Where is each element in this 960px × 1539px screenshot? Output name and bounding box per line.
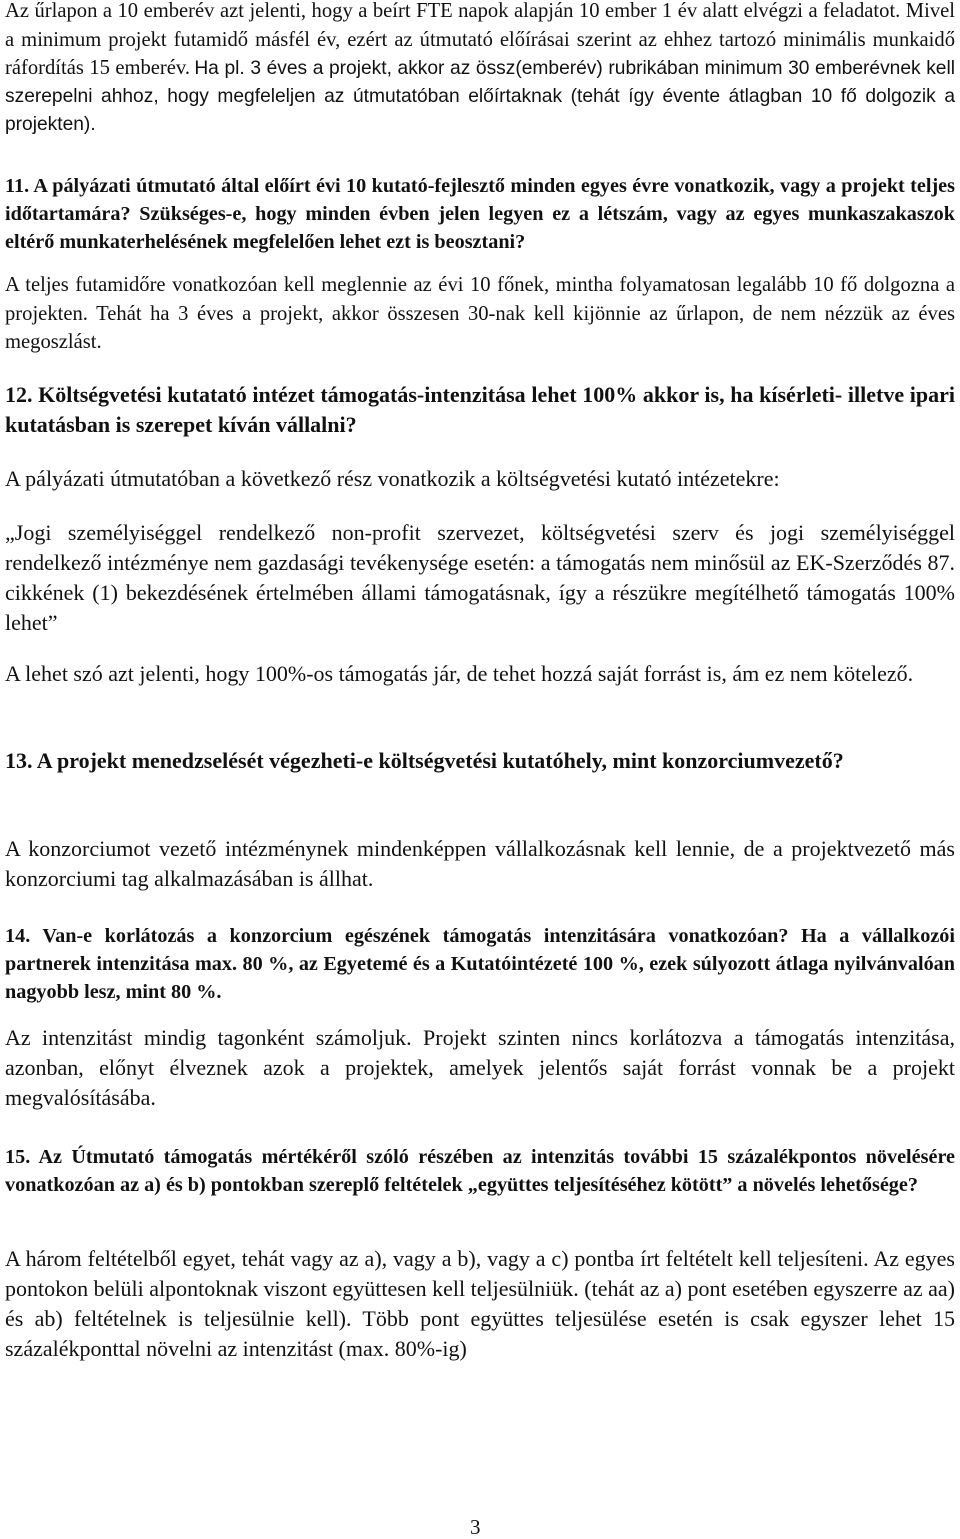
answer-11: A teljes futamidőre vonatkozóan kell meglennie az évi 10 főnek, mintha folyamatosan legalább 10 fő dolgozna a projekten. Tehát ha 3 éves a projekt, akkor összesen 30-nak kell kijönnie az űrlapon, de nem nézzük az éves megoszlást. — [5, 274, 955, 354]
answer-15: A három feltételből egyet, tehát vagy az a), vagy a b), vagy a c) pontba írt feltételt kell teljesíteni. Az egyes pontokon belüli alpontoknak viszont együttesen kell teljesülniük. (tehát az a) pont esetében egyszerre az aa) és ab) feltételnek is teljesülnie kell). Több pont együttes teljesülése esetén is csak egyszer lehet 15 százalékponttal növelni az intenzitást (max. 80%-ig) — [5, 1246, 955, 1361]
question-11: 11. A pályázati útmutató által előírt évi 10 kutató-fejlesztő minden egyes évre vonatkozik, vagy a projekt teljes időtartamára? Szükséges-e, hogy minden évben jelen legyen ez a létszám, vagy az egyes munkaszakaszok eltérő munkaterhelésének megfelelően lehet ezt is beosztani? — [5, 175, 955, 253]
intro-example-text: Ha pl. 3 éves a projekt, akkor az össz(emberév) rubrikában minimum 30 emberévnek kell szerepelni ahhoz, hogy megfeleljen az útmutatóban előírtaknak (tehát így évente átlagban 10 fő dolgozik a projekten). — [5, 58, 956, 136]
page-number: 3 — [470, 1515, 481, 1539]
question-14: 14. Van-e korlátozás a konzorcium egészének támogatás intenzitására vonatkozóan? Ha a vállalkozói partnerek intenzitása max. 80 %, az Egyetemé és a Kutatóintézeté 100 %, ezek súlyozott átlaga nyilvánvalóan nagyobb lesz, mint 80 %. — [5, 925, 955, 1003]
intro-paragraph — [5, 0, 955, 139]
question-12: 12. Költségvetési kutatató intézet támogatás-intenzitása lehet 100% akkor is, ha kísérleti- illetve ipari kutatásban is szerepet kíván vállalni? — [5, 382, 955, 437]
answer-12-quote: „Jogi személyiséggel rendelkező non-profit szervezet, költségvetési szerv és jogi személyiséggel rendelkező intézménye nem gazdasági tevékenysége esetén: a támogatás nem minősül az EK-Szerződés 87. cikkének (1) bekezdésének értelmében állami támogatásnak, így a részükre megítélhető támogatás 100% lehet” — [5, 520, 955, 635]
intro-text: Az űrlapon a 10 emberév azt jelenti, hogy a beírt FTE napok alapján 10 ember 1 év alatt elvégzi a feladatot. Mivel a minimum projekt futamidő másfél év, ezért az útmutató előírásai szerint az ehhez tartozó minimális munkaidő ráfordítás 15 emberév. — [5, 0, 955, 80]
question-13: 13. A projekt menedzselését végezheti-e költségvetési kutatóhely, mint konzorciumvezető? — [5, 748, 844, 773]
answer-12: A lehet szó azt jelenti, hogy 100%-os támogatás jár, de tehet hozzá saját forrást is, ám ez nem kötelező. — [5, 661, 914, 686]
question-15: 15. Az Útmutató támogatás mértékéről szóló részében az intenzitás további 15 százalékpontos növelésére vonatkozóan az a) és b) pontokban szereplő feltételek „együttes teljesítéséhez kötött” a növelés lehetősége? — [5, 1146, 955, 1196]
answer-14: Az intenzitást mindig tagonként számoljuk. Projekt szinten nincs korlátozva a támogatás intenzitása, azonban, előnyt élveznek azok a projektek, amelyek jelentős saját forrást vonnak be a projekt megvalósításába. — [5, 1025, 955, 1110]
answer-13: A konzorciumot vezető intézménynek mindenképpen vállalkozásnak kell lennie, de a projektvezető más konzorciumi tag alkalmazásában is állhat. — [5, 836, 955, 891]
answer-12-intro: A pályázati útmutatóban a következő rész vonatkozik a költségvetési kutató intézetekre: — [5, 466, 780, 491]
